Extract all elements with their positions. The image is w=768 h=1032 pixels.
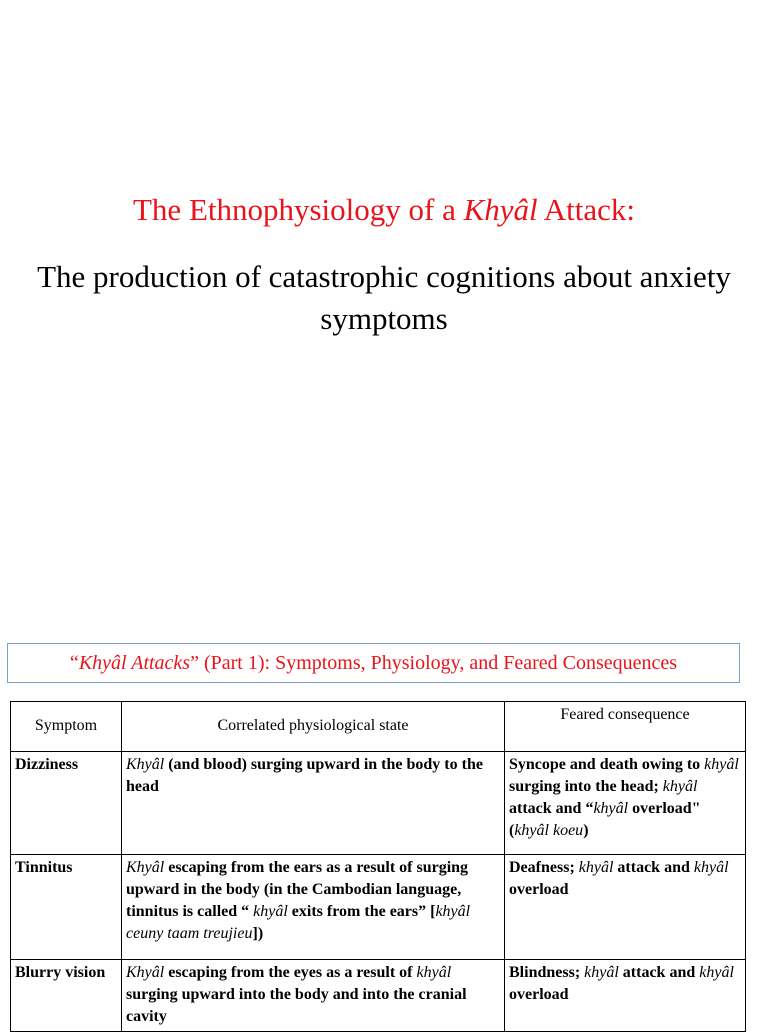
cell-feared-consequence [505, 960, 746, 1032]
cell-text: attack and [618, 964, 700, 981]
cell-text: overload" ( [509, 800, 701, 839]
italic-term: khyâl [662, 778, 698, 795]
cell-text: escaping from the ears as a result of surging upward in the body (in the Cambodian language, tinnitus is called “ [126, 859, 469, 920]
caption-rest: ” (Part 1): Symptoms, Physiology, and Feared Consequences [190, 652, 678, 674]
cell-feared-consequence [505, 752, 746, 855]
table-row [11, 960, 746, 1032]
cell-physiological-state [122, 960, 505, 1032]
italic-term: Khyâl [126, 859, 165, 876]
italic-term: khyâl [584, 964, 619, 981]
table-caption [7, 643, 740, 683]
symptom-table [10, 701, 746, 1032]
italic-term: khyâl ceuny taam treujieu [126, 903, 471, 942]
cell-physiological-state [122, 855, 505, 960]
italic-term: khyâl [416, 964, 452, 981]
cell-text: surging upward into the body and into the cranial cavity [126, 986, 467, 1025]
cell-text: escaping from the eyes as a result of [164, 964, 417, 981]
cell-text: ) [583, 822, 589, 839]
italic-term: Khyâl [126, 756, 165, 773]
cell-text: (and blood) surging upward in the body to the head [126, 756, 483, 795]
italic-term: khyâl [578, 859, 614, 876]
cell-text: attack and “ [509, 800, 594, 817]
cell-text: Deafness; [509, 859, 579, 876]
table-row [11, 752, 746, 855]
cell-symptom: Tinnitus [11, 855, 122, 960]
italic-term: khyâl [704, 756, 739, 773]
cell-text: exits from the ears” [ [287, 903, 436, 920]
slide-subtitle: The production of catastrophic cognitions about anxiety symptoms [37, 259, 731, 336]
title-text-post: Attack: [537, 192, 635, 227]
cell-text: Syncope and death owing to [509, 756, 705, 773]
cell-text: overload [509, 881, 569, 898]
title-text-italic: Khyâl [463, 192, 538, 227]
cell-text: ]) [252, 925, 264, 942]
caption-italic: Khyâl Attacks [78, 652, 191, 674]
table-row [11, 855, 746, 960]
header-physiological-state: Correlated physiological state [122, 702, 505, 752]
cell-feared-consequence [505, 855, 746, 960]
cell-physiological-state [122, 752, 505, 855]
italic-term: Khyâl [126, 964, 165, 981]
cell-text: Blindness; [509, 964, 585, 981]
title-text-pre: The Ethnophysiology of a [133, 192, 464, 227]
cell-symptom: Dizziness [11, 752, 122, 855]
cell-text: surging into the head; [509, 778, 663, 795]
cell-text: overload [509, 986, 569, 1003]
caption-open-quote: “ [69, 652, 79, 674]
header-feared-consequence: Feared consequence [505, 702, 746, 752]
slide-title [0, 192, 768, 228]
header-symptom: Symptom [11, 702, 122, 752]
cell-symptom: Blurry vision [11, 960, 122, 1032]
italic-term: khyâl [593, 800, 629, 817]
italic-term: khyâl [699, 964, 734, 981]
table-header-row [11, 702, 746, 752]
cell-text: attack and [613, 859, 694, 876]
italic-term: khyâl [693, 859, 729, 876]
italic-term: khyâl koeu [514, 822, 584, 839]
italic-term: khyâl [253, 903, 288, 920]
